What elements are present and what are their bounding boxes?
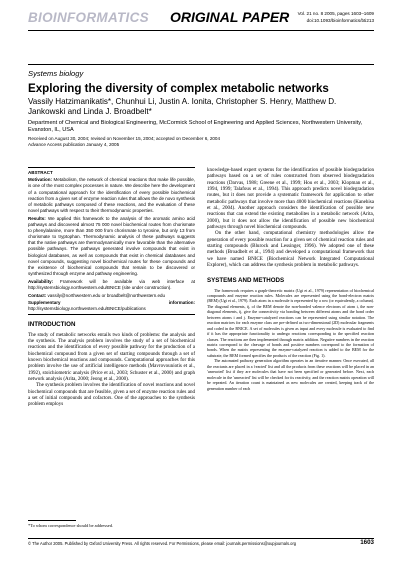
availability-text: Framework will be available via web interface at http://systemsbiology.northwestern.edu/BNICE (site under construction). bbox=[28, 278, 195, 290]
journal-header bbox=[28, 10, 374, 44]
advance-access: Advance Access publication January 4, 2005 bbox=[28, 142, 120, 148]
methods-paragraph-2: The automated pathway generation algorithm operates in an iterative manner. Once executed, all the reactants are placed in a 'reacted' list and all the products from these reactions will be placed in an 'unreacted' list if they are molecules that have not been specified or generated before. Next, each molecule in the 'unreacted' list will be checked for its reactivity, and the reaction matrix operation will be repeated. An iteration count is maintained as new molecules are created, keeping track of the generation number of each bbox=[207, 358, 374, 391]
intro-heading: INTRODUCTION bbox=[28, 320, 76, 328]
results-text: We applied this framework to the analysis of the aromatic amino acid pathways and discovered almost 75 000 novel biochemical routes from chorismate to phenylalanine, more than 350 000 from chorismate to tyrosine, but only 13 from chorismate to tryptophan. Thermodynamic analysis of these pathways suggests that the native pathways are thermodynamically more favorable than the alternative possible pathways. The pathways generated involve compounds that exist in biological databases, as well as compounds that exist in chemical databases and novel compounds, suggesting novel biochemical routes for these compounds and the existence of biochemical compounds that remain to be discovered or synthesized through enzyme and pathway engineering. bbox=[28, 215, 195, 277]
section-rule bbox=[28, 64, 374, 65]
copyright-line: © The Author 2005. Published by Oxford University Press. All rights reserved. For Permissions, please email: journals.permissions@oupjournals.org bbox=[28, 541, 297, 546]
supp-label: Supplementary information: bbox=[28, 300, 195, 306]
affiliation: Department of Chemical and Biological Engineering, McCormick School of Engineering and Applied Sciences, Northwestern University, Evanston, IL, USA bbox=[28, 120, 363, 133]
right-column bbox=[207, 167, 374, 391]
right-paragraph-1: knowledge-based expert systems for the identification of possible biodegradation pathways based on a set of rules constructed from observed biodegradation reactions (Darvas, 1988; Greene et al., 1999; Hou et al., 2003; Klopman et al., 1994, 1999; Talafous et al., 1994). This approach predicts novel biodegradation routes, but it does not provide a systematic framework for application to other metabolic pathways that involve more than 4000 biochemical reactions (Kanehisa et al., 2004). Another approach considers the identification of possible new reactions that can extend the existing metabolites in a metabolic network (Arita, 2000), but it does not allow the identification of possible new biochemical pathways through novel biochemical compounds. bbox=[207, 167, 374, 231]
availability-label: Availability: bbox=[28, 278, 54, 284]
doi-line: doi:10.1093/bioinformatics/bti213 bbox=[306, 17, 374, 23]
motivation-label: Motivation: bbox=[28, 177, 52, 183]
abstract-top-rule bbox=[28, 167, 195, 168]
methods-paragraph-1: The framework requires a graph-theoretic matrix (Ugi et al., 1979) representation of biochemical compounds and enzyme reaction rules. Molecules are represented using the bond-electron matrix (BEM) (Ugi et al., 1979). Each atom in a molecule is represented by a row (or equivalently, a column). The diagonal elements, ij, of the BEM denote the non-bonded valence electrons of atom i, the non-diagonal elements, ij, give the connectivity via bonding between different atoms and the bond order between atoms i and j. Enzyme-catalyzed reactions can be represented using similar notation. The reaction matrices for each enzyme class are pre-defined as two-dimensional (2D) molecular fragments and coded in the BNICE. A set of molecules is given as input and every molecule is evaluated to find if it has the appropriate functionality to undergo reactions corresponding to the specified reaction classes. The reactions are then implemented through matrix addition. Negative numbers in the reaction matrix correspond to the cleavage of bonds and positive numbers correspond to the formation of bonds. When the matrix representing the enzyme-catalyzed reaction is added to the BEM for the substrate, the BEM formed specifies the products of the reaction (Fig. 1). bbox=[207, 287, 374, 358]
abstract-motivation bbox=[28, 177, 195, 214]
author-list: Vassily Hatzimanikatis*, Chunhui Li, Justin A. Ionita, Christopher S. Henry, Matthew D. Jankowski and Linda J. Broadbelt* bbox=[28, 97, 337, 116]
intro-paragraph-1: The study of metabolic networks entails two kinds of problems: the analysis and the synthesis. The analysis problem involves the study of a set of biochemical reactions and the identification of every possible pathway for the production of a biochemical compound from a given set of starting compounds through a set of known biochemical reactions and compounds. Computational approaches for this problem involve the use of artificial intelligence methods (Mavrovouniotis et al., 1992), stoichiometric analysis (Price et al., 2003; Schuster et al., 2000) and graph network analysis (Arita, 2000; Jeong et al., 2000). bbox=[28, 331, 195, 383]
section-label: Systems biology bbox=[28, 69, 84, 78]
volume-line: Vol. 21 no. 8 2005, pages 1603–1609 bbox=[297, 11, 374, 16]
abstract-heading: ABSTRACT bbox=[28, 169, 53, 175]
page-number: 1603 bbox=[360, 539, 374, 546]
left-column bbox=[28, 167, 195, 408]
dates bbox=[28, 136, 374, 149]
footer-rule bbox=[28, 538, 374, 539]
volume-info bbox=[298, 11, 374, 24]
contact-label: Contact: bbox=[28, 292, 47, 298]
supp-text: http://systemsbiology.northwestern.edu/BNICE/publications bbox=[28, 306, 146, 312]
abstract bbox=[28, 170, 195, 313]
abstract-results bbox=[28, 216, 195, 278]
right-paragraph-2: On the other hand, computational chemistry methodologies allow the generation of every possible reaction for a given set of chemical reaction rules and starting compounds (Blurock and Lessinger, 1996). We adopted one of these methods (Broadbelt et al., 1994) and developed a computational framework that we have named BNICE (Biochemical Network Integrated Computational Explorer), which can address the synthesis problem in metabolic pathways. bbox=[207, 230, 374, 269]
abstract-availability bbox=[28, 279, 195, 291]
results-label: Results: bbox=[28, 215, 46, 221]
motivation-text: Metabolism, the network of chemical reactions that make life possible, is one of the most complex processes in nature. We describe here the development of a computational approach for the identification of every possible biochemical reaction from a given set of enzyme reaction rules that allows the de novo synthesis of metabolic pathways composed of these reactions, and the evaluation of these novel pathways with respect to their thermodynamic properties. bbox=[28, 177, 195, 214]
paper-type: ORIGINAL PAPER bbox=[170, 9, 290, 25]
contact-text: vassily@northwestern.edu or broadbelt@northwestern.edu bbox=[47, 292, 165, 298]
correspondence-footnote: *To whom correspondence should be addressed. bbox=[28, 523, 114, 528]
abstract-bottom-rule bbox=[28, 314, 195, 315]
journal-name: BIOINFORMATICS bbox=[28, 10, 149, 25]
abstract-contact bbox=[28, 293, 195, 299]
intro-paragraph-2: The synthesis problem involves the identification of novel reactions and novel biochemical compounds that are feasible, given a set of enzyme reaction rules and a set of initial compounds and cofactors. One of the approaches to the synthesis problem employs bbox=[28, 382, 195, 408]
header-rule bbox=[28, 30, 374, 31]
abstract-supplementary bbox=[28, 300, 195, 312]
methods-heading: SYSTEMS AND METHODS bbox=[207, 276, 285, 284]
received-dates: Received on August 30, 2004; revised on November 15, 2004; accepted on December 6, 2004 bbox=[28, 136, 221, 141]
paper-title: Exploring the diversity of complex metabolic networks bbox=[28, 82, 329, 95]
footnote-rule bbox=[28, 520, 76, 521]
